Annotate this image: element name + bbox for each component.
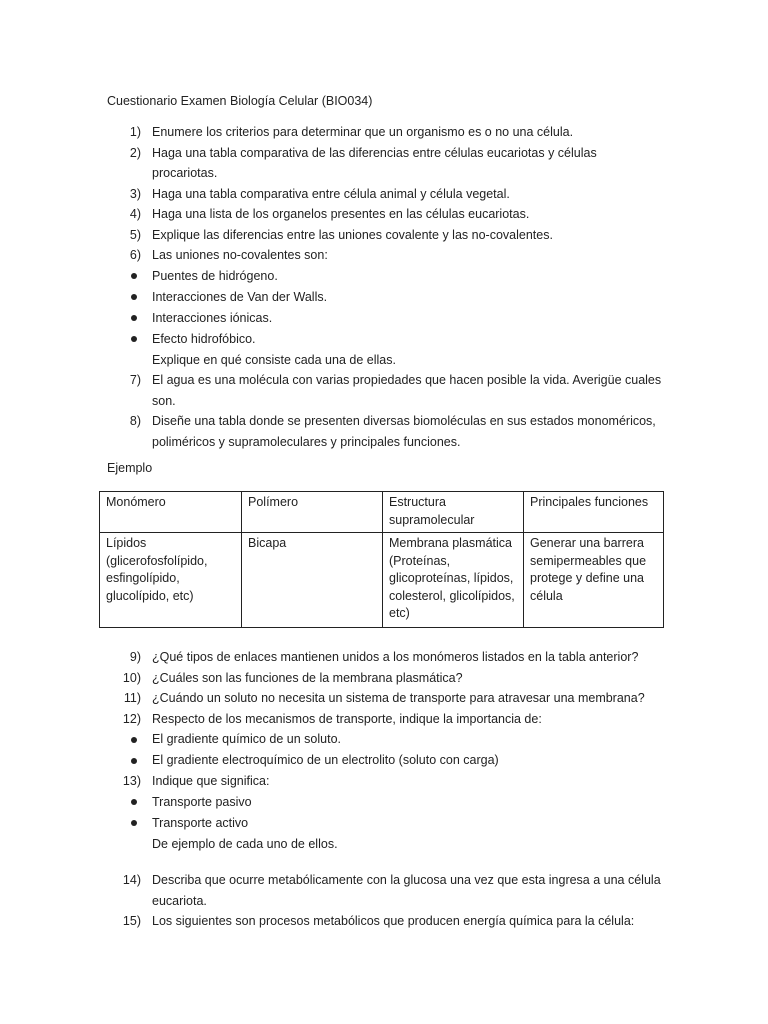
page-title: Cuestionario Examen Biología Celular (BIO034) [107, 94, 373, 108]
question-text: Las uniones no-covalentes son: [152, 248, 328, 262]
table-cell: Generar una barrera semipermeables que protege y define una célula [524, 533, 664, 628]
question-12 [107, 709, 667, 730]
question-4 [107, 204, 667, 225]
question-text: Diseñe una tabla donde se presenten diversas biomoléculas en sus estados monoméricos, poliméricos y supramoleculares y principales funciones. [152, 414, 656, 449]
question-text: El agua es una molécula con varias propiedades que hacen posible la vida. Averigüe cuales son. [152, 373, 662, 408]
bullet-item: Transporte activo [107, 813, 667, 834]
question-number: 10) [122, 670, 141, 685]
question-1 [107, 122, 667, 143]
table-header-cell: Estructura supramolecular [383, 492, 524, 533]
bullet-item: El gradiente químico de un soluto. [107, 729, 667, 750]
question-6 [107, 245, 667, 266]
question-number: 1) [129, 125, 141, 139]
question-number: 9) [129, 650, 141, 664]
question-text: Haga una tabla comparativa de las diferencias entre células eucariotas y células procariotas. [152, 145, 597, 180]
question-text: Respecto de los mecanismos de transporte, indique la importancia de: [152, 711, 542, 726]
question-list-part1 [107, 122, 667, 452]
question-number: 6) [129, 248, 141, 262]
bullet-item: Interacciones de Van der Walls. [107, 287, 667, 308]
question-text: Haga una lista de los organelos presentes en las células eucariotas. [152, 207, 530, 221]
table-header-row [100, 492, 664, 533]
question-number: 11) [123, 691, 141, 705]
bullet-item: Transporte pasivo [107, 792, 667, 813]
question-text: Haga una tabla comparativa entre célula animal y célula vegetal. [152, 186, 510, 201]
question-2 [107, 143, 642, 184]
table-cell: Lípidos (glicerofosfolípido, esfingolípido, glucolípido, etc) [100, 533, 242, 628]
question-8 [107, 411, 707, 452]
bullet-list-q12 [107, 729, 667, 771]
bullet-item: Efecto hidrofóbico. [107, 329, 667, 350]
question-list-part2 [107, 647, 667, 854]
bullet-item: Puentes de hidrógeno. [107, 266, 667, 287]
question-7 [107, 370, 667, 411]
question-14 [107, 870, 672, 911]
question-9 [107, 647, 667, 668]
table-header-cell: Polímero [242, 492, 383, 533]
table-row [100, 533, 664, 628]
question-number: 14) [122, 873, 141, 887]
question-number: 2) [129, 145, 141, 160]
table-cell: Bicapa [242, 533, 383, 628]
question-number: 8) [129, 414, 141, 428]
question-text: Indique que significa: [152, 774, 270, 788]
bullet-item: El gradiente electroquímico de un electrolito (soluto con carga) [107, 750, 667, 771]
question-text: ¿Qué tipos de enlaces mantienen unidos a los monómeros listados en la tabla anterior? [152, 650, 639, 664]
table-cell: Membrana plasmática (Proteínas, glicoproteínas, lípidos, colesterol, glicolípidos, etc) [383, 533, 524, 628]
question-text: Describa que ocurre metabólicamente con la glucosa una vez que esta ingresa a una célula eucariota. [152, 873, 661, 908]
example-table [99, 491, 664, 628]
question-11 [107, 688, 667, 709]
question-number: 4) [129, 207, 141, 221]
question-3 [107, 184, 667, 205]
question-text: Enumere los criterios para determinar que un organismo es o no una célula. [152, 125, 574, 139]
question-6-note: Explique en qué consiste cada una de ellas. [152, 352, 396, 367]
example-label: Ejemplo [107, 461, 153, 475]
bullet-list-q6 [107, 266, 667, 350]
question-text: ¿Cuáles son las funciones de la membrana plasmática? [152, 670, 463, 685]
question-13 [107, 771, 667, 792]
question-text: ¿Cuándo un soluto no necesita un sistema de transporte para atravesar una membrana? [152, 691, 645, 705]
table-header-cell: Monómero [100, 492, 242, 533]
question-10 [107, 668, 667, 689]
question-number: 7) [129, 373, 141, 387]
question-text: Explique las diferencias entre las uniones covalente y las no-covalentes. [152, 227, 553, 242]
question-13-note: De ejemplo de cada uno de ellos. [152, 836, 338, 851]
question-text: Los siguientes son procesos metabólicos que producen energía química para la célula: [152, 914, 635, 928]
question-number: 3) [129, 186, 141, 201]
question-number: 12) [122, 711, 141, 726]
bullet-list-q13 [107, 792, 667, 834]
question-list-part3 [107, 870, 667, 932]
question-15 [107, 911, 667, 932]
bullet-item: Interacciones iónicas. [107, 308, 667, 329]
question-number: 5) [129, 227, 141, 242]
question-number: 15) [122, 914, 141, 928]
question-5 [107, 225, 667, 246]
table-header-cell: Principales funciones [524, 492, 664, 533]
question-number: 13) [122, 774, 141, 788]
